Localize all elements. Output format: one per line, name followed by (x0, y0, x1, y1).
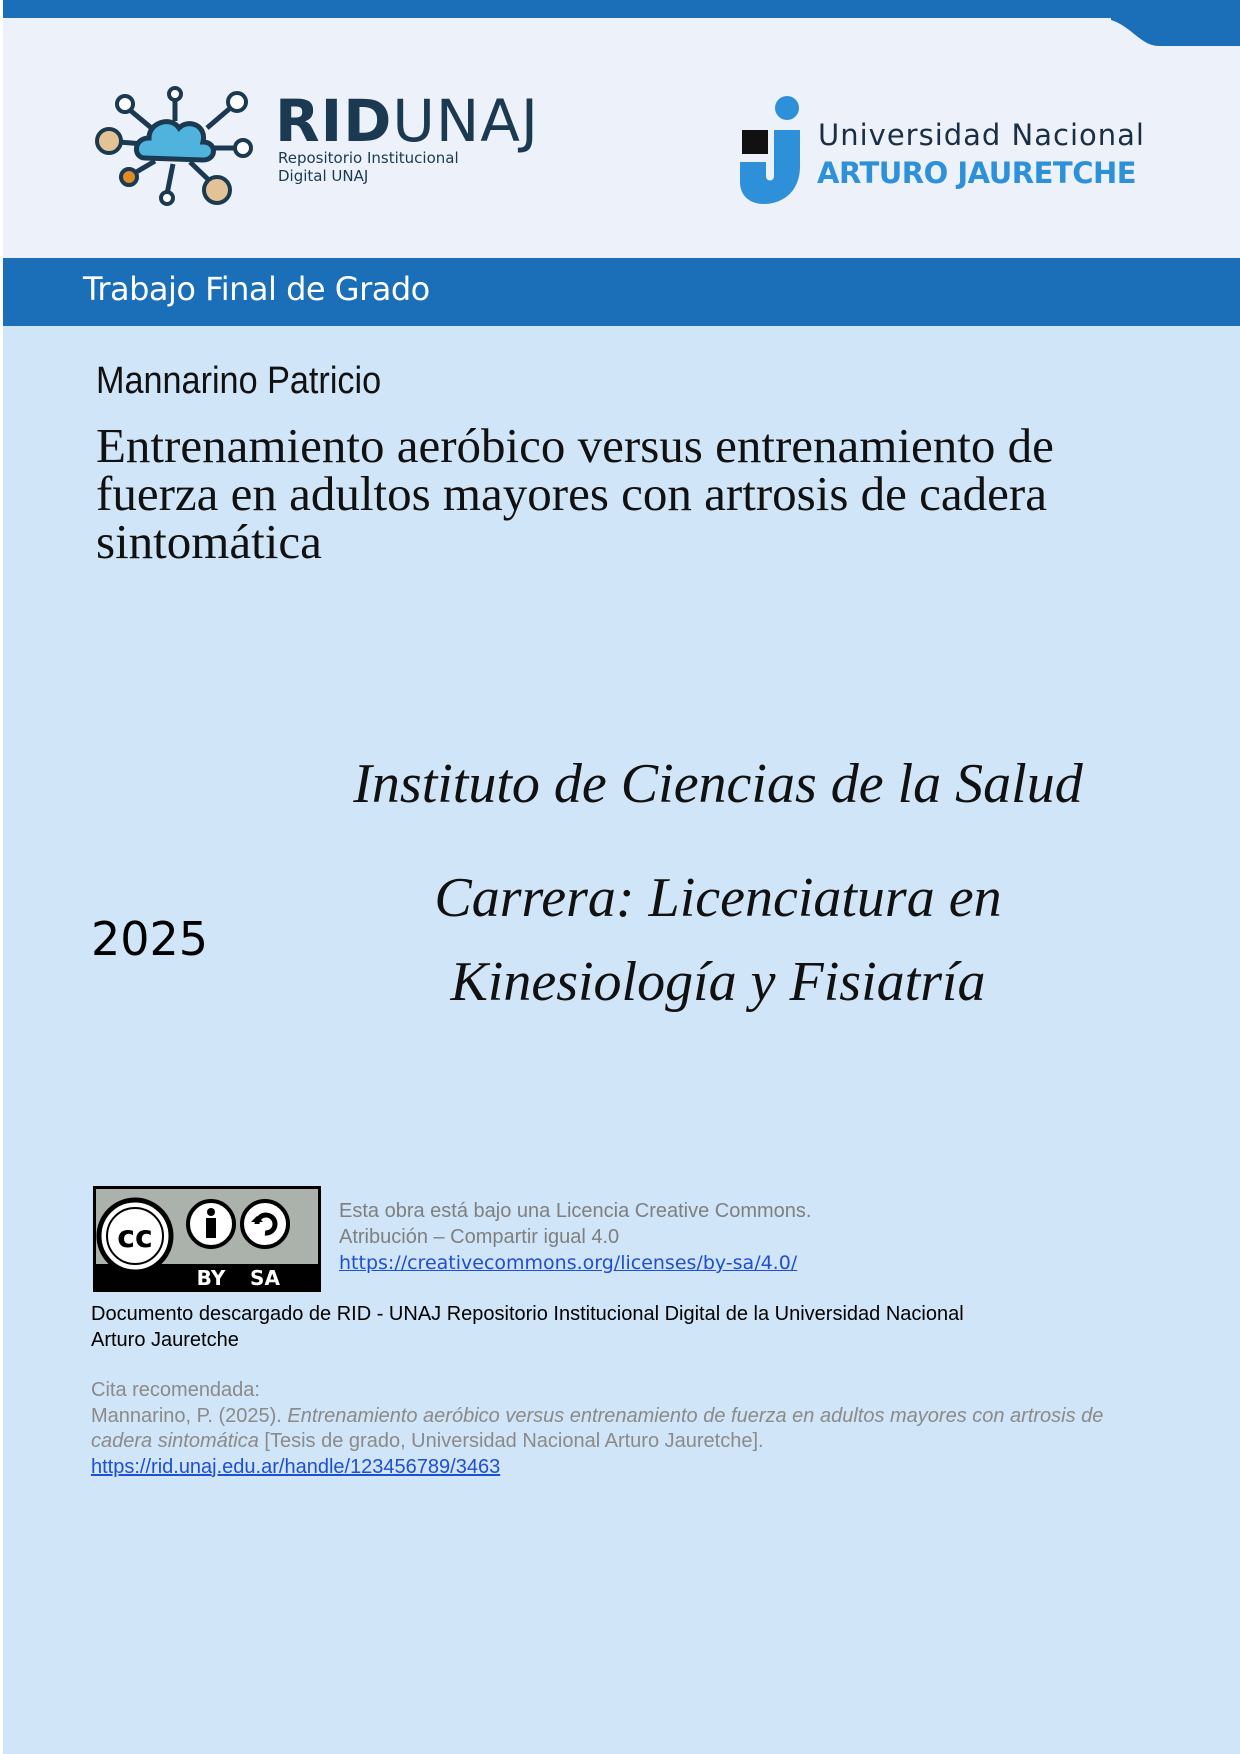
citation-text: Mannarino, P. (2025). Entrenamiento aeróbico versus entrenamiento de fuerza en adultos mayores con artrosis de cadera sintomática [Tesis de grado, Universidad Nacional Arturo Jauretche]. (91, 1404, 1104, 1452)
document-type-banner (3, 258, 1240, 326)
cc-badge-by-label: BY (196, 1266, 226, 1290)
document-title: Entrenamiento aeróbico versus entrenamiento de fuerza en adultos mayores con artrosis de cadera sintomática (96, 418, 1054, 569)
author-name: Mannarino Patricio (96, 360, 382, 402)
cover-page (3, 0, 1240, 1754)
license-link[interactable]: https://creativecommons.org/licenses/by-sa/4.0/ (339, 1252, 798, 1274)
license-line1: Esta obra está bajo una Licencia Creative Commons. (339, 1200, 812, 1222)
cc-by-sa-badge-icon[interactable] (93, 1186, 321, 1292)
header-area (3, 18, 1240, 258)
career-name: Carrera: Licenciatura en Kinesiología y Fisiatría (434, 867, 1002, 1013)
cc-badge-sa-label: SA (250, 1266, 280, 1290)
banner-label: Trabajo Final de Grado (83, 270, 430, 308)
license-notice (339, 1198, 811, 1276)
cloud-network-icon (95, 86, 265, 206)
license-line2: Atribución – Compartir igual 4.0 (339, 1226, 620, 1248)
corner-swoosh-decoration (1111, 18, 1240, 68)
ridunaj-subtitle: Repositorio Institucional Digital UNAJ (278, 149, 459, 185)
citation-link[interactable]: https://rid.unaj.edu.ar/handle/123456789/3463 (91, 1455, 501, 1478)
unaj-name-line1: Universidad Nacional (818, 118, 1145, 152)
ridunaj-wordmark: RIDUNAJ (275, 87, 540, 155)
ridunaj-logo (95, 86, 540, 206)
recommended-citation (91, 1378, 1161, 1480)
svg-text:cc: cc (117, 1220, 153, 1255)
top-strip (3, 0, 1240, 18)
unaj-name-line2: ARTURO JAURETCHE (817, 156, 1137, 190)
download-note: Documento descargado de RID - UNAJ Repositorio Institucional Digital de la Universidad Nacional Arturo Jauretche (91, 1303, 964, 1351)
unaj-logo (738, 96, 1158, 206)
citation-label: Cita recomendada: (91, 1379, 260, 1401)
document-year: 2025 (91, 912, 209, 966)
institute-name: Instituto de Ciencias de la Salud (353, 753, 1083, 815)
unaj-j-icon (738, 96, 808, 206)
